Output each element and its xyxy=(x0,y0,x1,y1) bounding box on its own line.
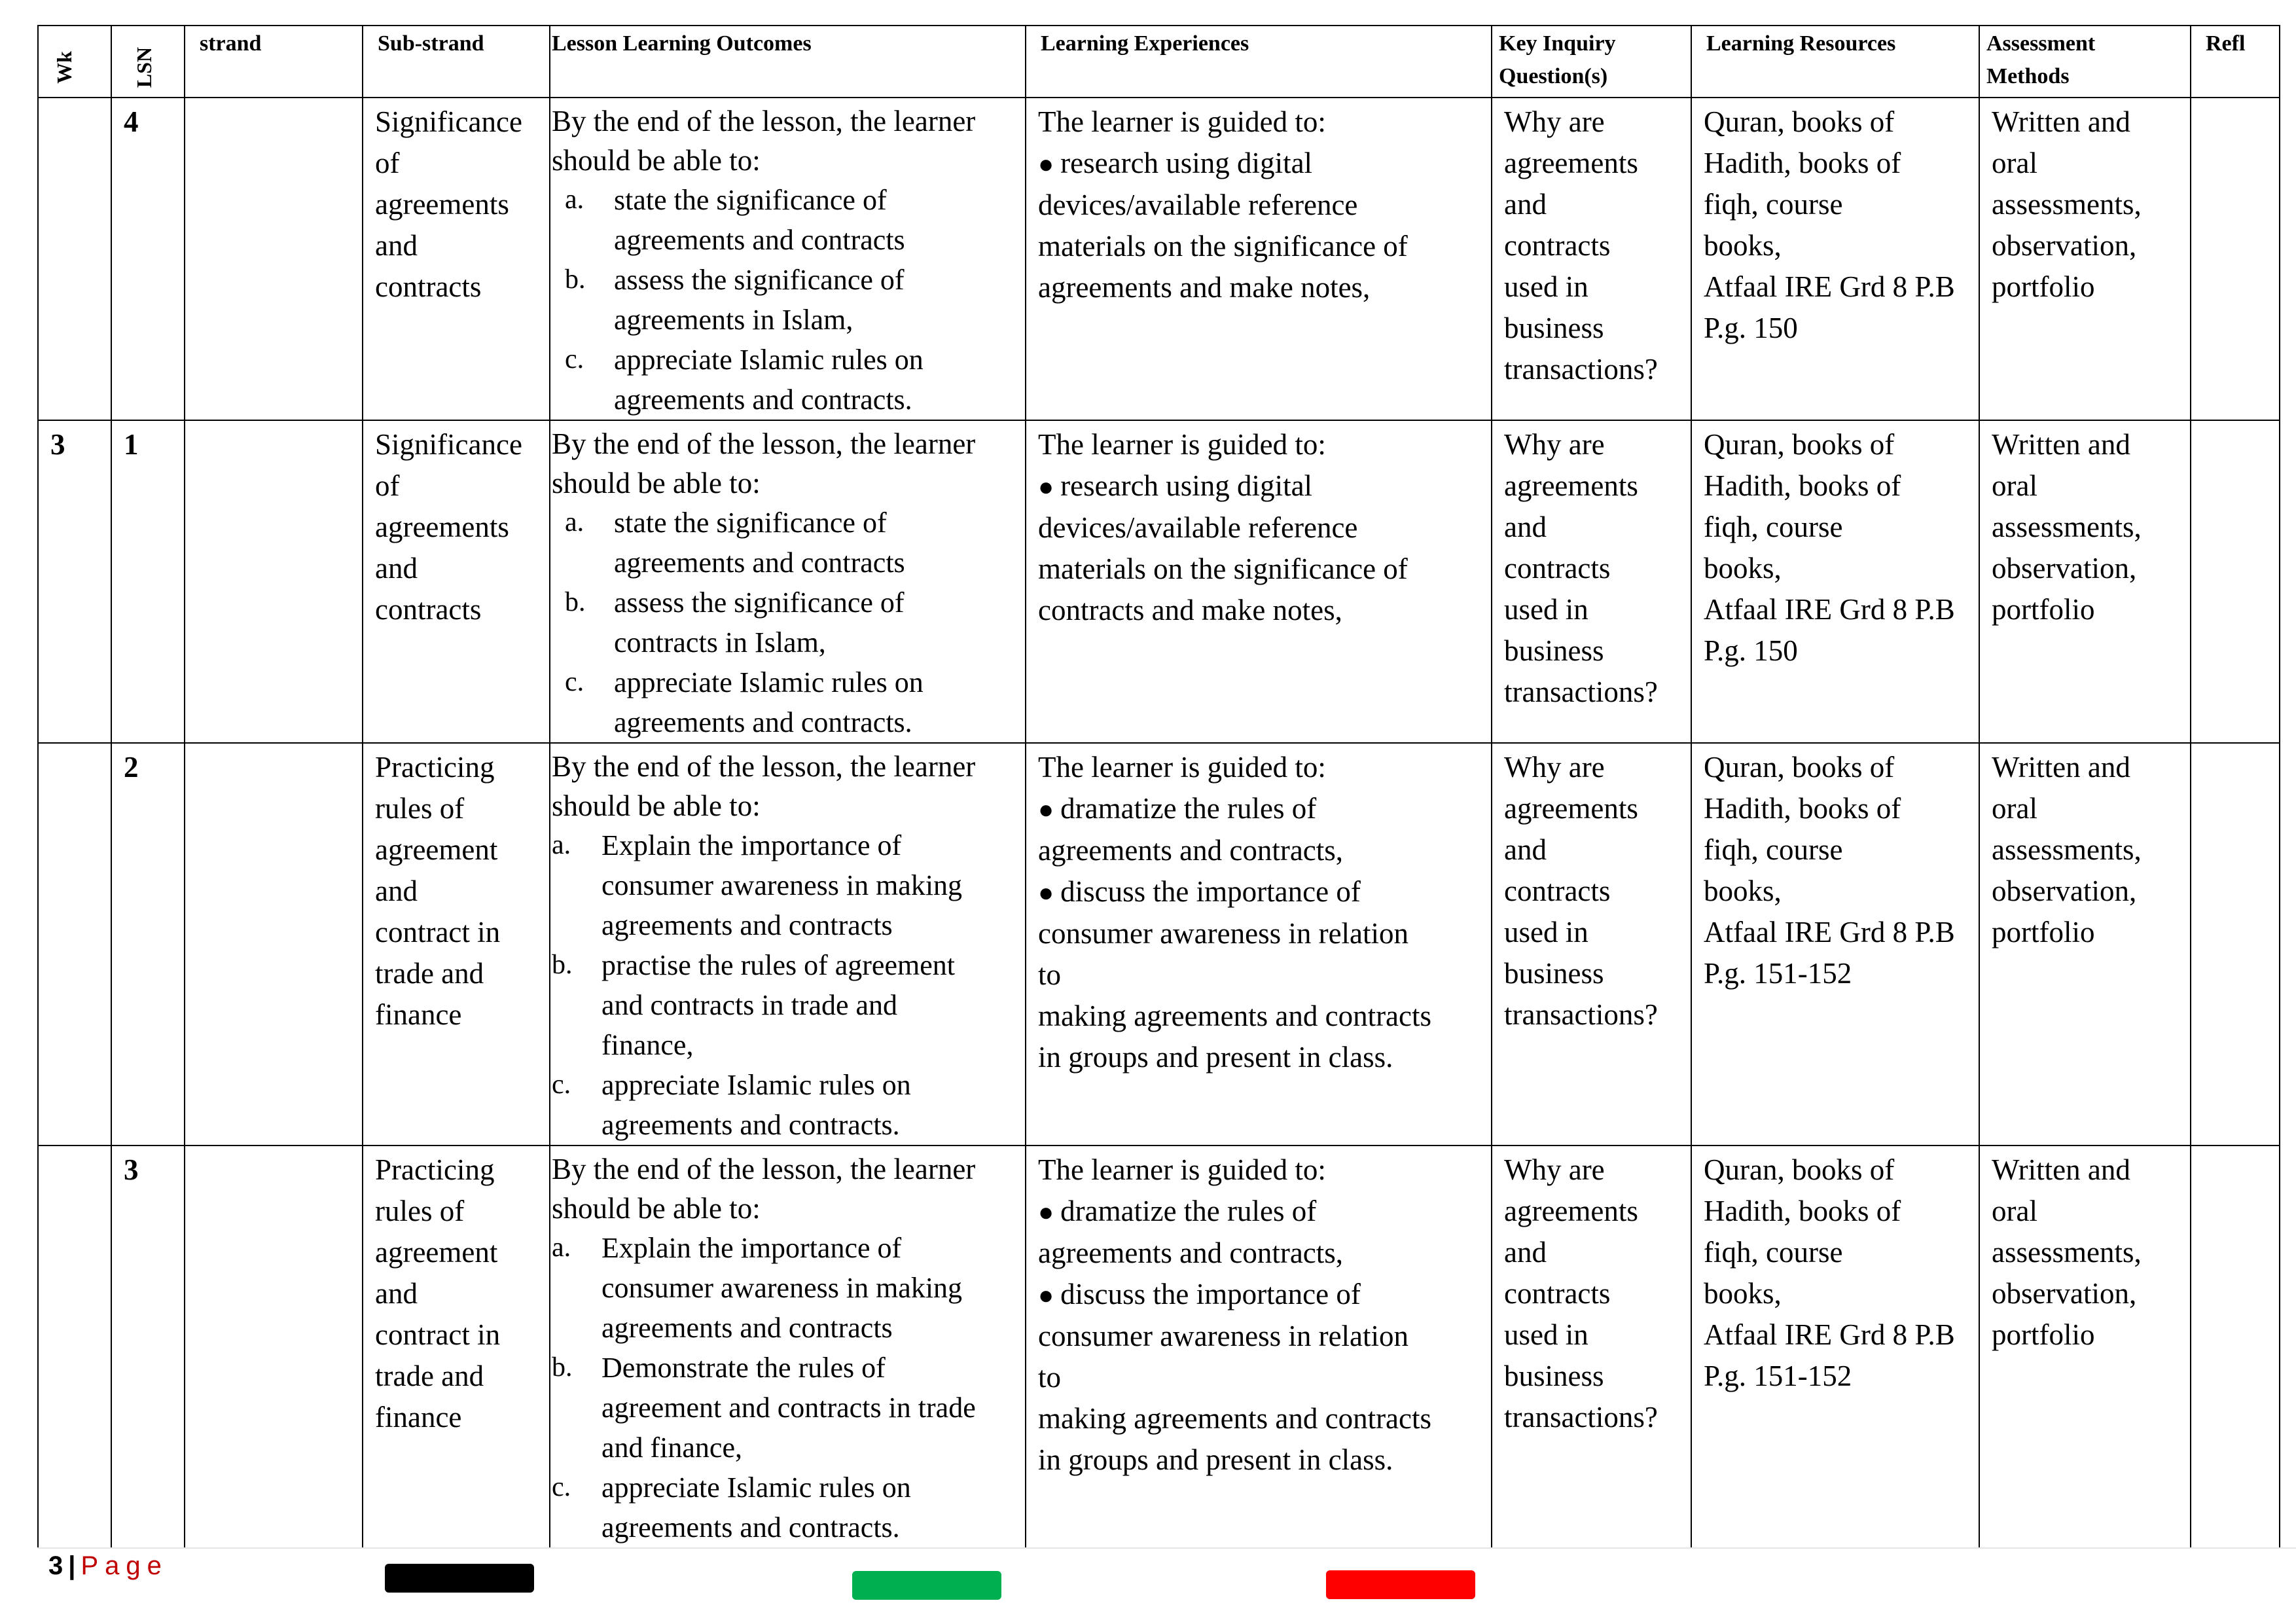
reflection-cell xyxy=(2191,743,2280,1146)
inquiry-line: Why are xyxy=(1504,428,1605,461)
experience-bullet-line xyxy=(1038,788,1479,830)
reflection-cell xyxy=(2191,1146,2280,1548)
week-cell xyxy=(38,743,111,1146)
assessment-line: oral xyxy=(1992,469,2037,502)
strand-cell xyxy=(185,420,363,743)
learning-resources-cell xyxy=(1691,1146,1979,1548)
outcome-item xyxy=(552,945,1018,1065)
experience-line xyxy=(1038,1316,1479,1357)
outcome-item xyxy=(552,662,1018,742)
red-color-swatch xyxy=(1326,1570,1475,1599)
page-number: 3 xyxy=(48,1551,63,1580)
inquiry-line: contracts xyxy=(1504,552,1611,585)
learning-outcomes-cell xyxy=(550,1146,1026,1548)
resource-line: Atfaal IRE Grd 8 P.B xyxy=(1704,593,1955,626)
experience-bullet-line xyxy=(1038,465,1479,507)
header-reflection: Refl xyxy=(2191,26,2280,98)
inquiry-line: contracts xyxy=(1504,875,1611,907)
outcomes-list xyxy=(552,503,1018,742)
experience-line xyxy=(1038,267,1479,308)
assessment-line: portfolio xyxy=(1992,916,2095,948)
experience-line xyxy=(1038,101,1479,143)
lesson-row xyxy=(38,743,2280,1146)
experience-text: making agreements and contracts xyxy=(1038,1000,1432,1032)
experience-text: agreements and make notes, xyxy=(1038,271,1371,304)
inquiry-line: agreements xyxy=(1504,792,1638,825)
inquiry-line: business xyxy=(1504,957,1604,990)
inquiry-line: Why are xyxy=(1504,751,1605,784)
inquiry-line: and xyxy=(1504,188,1547,221)
page-footer xyxy=(48,1551,168,1581)
outcome-text-line: Explain the importance of xyxy=(601,829,902,861)
inquiry-line: used in xyxy=(1504,270,1588,303)
outcomes-intro-line: By the end of the lesson, the learner xyxy=(552,427,976,460)
outcome-marker: a. xyxy=(552,830,571,860)
inquiry-line: and xyxy=(1504,833,1547,866)
outcome-text-line: appreciate Islamic rules on xyxy=(614,344,924,376)
sub-strand-line: and xyxy=(375,875,418,907)
outcome-text-line: finance, xyxy=(601,1029,694,1061)
outcome-text-line: and contracts in trade and xyxy=(601,989,898,1021)
sub-strand-line: Practicing xyxy=(375,1153,495,1186)
sub-strand-line: agreement xyxy=(375,833,498,866)
experience-line xyxy=(1038,996,1479,1037)
experience-line xyxy=(1038,954,1479,996)
experience-text: contracts and make notes, xyxy=(1038,594,1342,626)
inquiry-line: agreements xyxy=(1504,1195,1638,1227)
experience-text: The learner is guided to: xyxy=(1038,751,1326,784)
resource-line: fiqh, course xyxy=(1704,1236,1843,1269)
resource-line: fiqh, course xyxy=(1704,511,1843,543)
assessment-line: assessments, xyxy=(1992,188,2142,221)
experience-line xyxy=(1038,1037,1479,1078)
key-inquiry-cell xyxy=(1492,743,1691,1146)
experience-bullet-line xyxy=(1038,1274,1479,1316)
outcome-text-line: and finance, xyxy=(601,1432,742,1464)
inquiry-line: used in xyxy=(1504,1318,1588,1351)
sub-strand-cell xyxy=(363,743,550,1146)
green-color-swatch xyxy=(852,1571,1001,1600)
assessment-line: portfolio xyxy=(1992,270,2095,303)
experience-bullet-line xyxy=(1038,871,1479,913)
resource-line: books, xyxy=(1704,1277,1782,1310)
sub-strand-line: finance xyxy=(375,998,462,1031)
outcome-marker: a. xyxy=(565,507,584,537)
assessment-line: assessments, xyxy=(1992,833,2142,866)
outcome-item xyxy=(552,1468,1018,1547)
experience-text: ● discuss the importance of xyxy=(1038,1278,1361,1310)
lesson-number-cell: 4 xyxy=(111,98,185,420)
sub-strand-line: agreements xyxy=(375,511,509,543)
page-separator: | xyxy=(68,1551,76,1580)
inquiry-line: agreements xyxy=(1504,469,1638,502)
assessment-cell xyxy=(1979,98,2191,420)
week-cell xyxy=(38,1146,111,1548)
outcome-text-line: practise the rules of agreement xyxy=(601,949,955,981)
experience-line xyxy=(1038,549,1479,590)
lesson-row xyxy=(38,98,2280,420)
assessment-line: assessments, xyxy=(1992,1236,2142,1269)
lesson-number-cell: 1 xyxy=(111,420,185,743)
header-lsn xyxy=(111,26,185,98)
sub-strand-line: rules of xyxy=(375,1195,465,1227)
experience-text: ● dramatize the rules of xyxy=(1038,792,1316,825)
sub-strand-line: of xyxy=(375,469,400,502)
black-color-swatch xyxy=(385,1564,534,1593)
header-learning-experiences: Learning Experiences xyxy=(1026,26,1492,98)
assessment-line: Written and xyxy=(1992,1153,2130,1186)
experience-text: to xyxy=(1038,958,1062,991)
experience-line xyxy=(1038,1439,1479,1481)
assessment-line: Written and xyxy=(1992,751,2130,784)
experience-line xyxy=(1038,1149,1479,1191)
learning-outcomes-cell xyxy=(550,98,1026,420)
page-word: Page xyxy=(81,1551,168,1580)
assessment-cell xyxy=(1979,420,2191,743)
sub-strand-line: and xyxy=(375,552,418,585)
learning-experiences-cell xyxy=(1026,1146,1492,1548)
experience-text: agreements and contracts, xyxy=(1038,834,1344,867)
resource-line: Quran, books of xyxy=(1704,428,1895,461)
experience-line xyxy=(1038,1233,1479,1274)
outcome-marker: b. xyxy=(552,1352,573,1382)
experience-line xyxy=(1038,1398,1479,1439)
outcome-marker: b. xyxy=(565,264,586,295)
experience-text: consumer awareness in relation xyxy=(1038,917,1409,950)
resource-line: Hadith, books of xyxy=(1704,147,1901,179)
outcome-text-line: state the significance of xyxy=(614,184,887,216)
assessment-line: portfolio xyxy=(1992,593,2095,626)
resource-line: books, xyxy=(1704,552,1782,585)
outcome-text-line: agreements and contracts xyxy=(614,547,905,579)
outcome-text-line: agreement and contracts in trade xyxy=(601,1392,976,1424)
assessment-cell xyxy=(1979,743,2191,1146)
outcome-marker: c. xyxy=(565,344,584,374)
inquiry-line: agreements xyxy=(1504,147,1638,179)
outcomes-intro-line: should be able to: xyxy=(552,789,761,822)
sub-strand-line: contracts xyxy=(375,593,482,626)
experience-line xyxy=(1038,913,1479,954)
outcomes-intro-line: should be able to: xyxy=(552,467,761,499)
key-inquiry-cell xyxy=(1492,420,1691,743)
sub-strand-line: Significance xyxy=(375,428,522,461)
resource-line: Atfaal IRE Grd 8 P.B xyxy=(1704,270,1955,303)
outcome-marker: c. xyxy=(565,667,584,697)
outcome-item xyxy=(552,260,1018,340)
header-assessment-line-2: Methods xyxy=(1986,64,2070,88)
outcomes-intro-line: should be able to: xyxy=(552,1192,761,1225)
sub-strand-line: Practicing xyxy=(375,751,495,784)
outcomes-list xyxy=(552,180,1018,420)
inquiry-line: used in xyxy=(1504,916,1588,948)
sub-strand-cell xyxy=(363,98,550,420)
lesson-number-cell: 2 xyxy=(111,743,185,1146)
inquiry-line: Why are xyxy=(1504,1153,1605,1186)
learning-experiences-cell xyxy=(1026,420,1492,743)
sub-strand-line: rules of xyxy=(375,792,465,825)
assessment-line: observation, xyxy=(1992,1277,2137,1310)
inquiry-line: transactions? xyxy=(1504,1401,1658,1434)
outcome-text-line: agreements and contracts xyxy=(601,909,893,941)
header-assessment-line-1: Assessment xyxy=(1986,31,2096,56)
resource-line: Hadith, books of xyxy=(1704,792,1901,825)
sub-strand-line: trade and xyxy=(375,957,484,990)
assessment-line: Written and xyxy=(1992,428,2130,461)
experience-line xyxy=(1038,590,1479,631)
outcomes-intro-line: should be able to: xyxy=(552,144,761,177)
lesson-number-cell: 3 xyxy=(111,1146,185,1548)
sub-strand-cell xyxy=(363,1146,550,1548)
header-key-inquiry xyxy=(1492,26,1691,98)
learning-experiences-cell xyxy=(1026,98,1492,420)
outcome-text-line: agreements and contracts xyxy=(614,224,905,256)
assessment-line: Written and xyxy=(1992,105,2130,138)
resource-line: P.g. 151-152 xyxy=(1704,1360,1852,1392)
outcome-text-line: consumer awareness in making xyxy=(601,869,963,901)
experience-line xyxy=(1038,507,1479,549)
assessment-cell xyxy=(1979,1146,2191,1548)
reflection-cell xyxy=(2191,420,2280,743)
resource-line: P.g. 150 xyxy=(1704,634,1798,667)
experience-line xyxy=(1038,1357,1479,1398)
assessment-line: observation, xyxy=(1992,875,2137,907)
outcome-item xyxy=(552,1348,1018,1468)
outcome-text-line: Explain the importance of xyxy=(601,1232,902,1264)
inquiry-line: business xyxy=(1504,1360,1604,1392)
resource-line: Hadith, books of xyxy=(1704,1195,1901,1227)
outcome-marker: a. xyxy=(552,1233,571,1263)
experience-text: materials on the significance of xyxy=(1038,230,1408,262)
outcomes-list xyxy=(552,825,1018,1145)
outcome-marker: c. xyxy=(552,1070,571,1100)
sub-strand-line: contract in xyxy=(375,916,501,948)
outcome-item xyxy=(552,825,1018,945)
header-lsn-label: LSN xyxy=(132,46,156,88)
sub-strand-line: and xyxy=(375,1277,418,1310)
resource-line: Atfaal IRE Grd 8 P.B xyxy=(1704,916,1955,948)
assessment-line: oral xyxy=(1992,147,2037,179)
experience-line xyxy=(1038,747,1479,788)
learning-resources-cell xyxy=(1691,743,1979,1146)
learning-outcomes-cell xyxy=(550,420,1026,743)
learning-outcomes-cell xyxy=(550,743,1026,1146)
resource-line: Atfaal IRE Grd 8 P.B xyxy=(1704,1318,1955,1351)
outcome-text-line: assess the significance of xyxy=(614,586,905,619)
sub-strand-line: contracts xyxy=(375,270,482,303)
key-inquiry-cell xyxy=(1492,98,1691,420)
experience-text: materials on the significance of xyxy=(1038,552,1408,585)
experience-line xyxy=(1038,424,1479,465)
outcome-text-line: agreements and contracts xyxy=(601,1312,893,1344)
outcome-text-line: consumer awareness in making xyxy=(601,1272,963,1304)
resource-line: Hadith, books of xyxy=(1704,469,1901,502)
resource-line: P.g. 150 xyxy=(1704,312,1798,344)
outcome-text-line: assess the significance of xyxy=(614,264,905,296)
header-wk-label: Wk xyxy=(52,51,76,84)
experience-text: ● research using digital xyxy=(1038,469,1312,502)
sub-strand-line: agreement xyxy=(375,1236,498,1269)
experience-text: to xyxy=(1038,1361,1062,1394)
lesson-rows xyxy=(38,98,2280,1548)
resource-line: Quran, books of xyxy=(1704,105,1895,138)
learning-experiences-cell xyxy=(1026,743,1492,1146)
experience-text: ● dramatize the rules of xyxy=(1038,1195,1316,1227)
experience-text: making agreements and contracts xyxy=(1038,1402,1432,1435)
outcome-item xyxy=(552,340,1018,420)
experience-text: agreements and contracts, xyxy=(1038,1236,1344,1269)
resource-line: Quran, books of xyxy=(1704,1153,1895,1186)
header-learning-resources: Learning Resources xyxy=(1691,26,1979,98)
sub-strand-line: Significance xyxy=(375,105,522,138)
sub-strand-line: agreements xyxy=(375,188,509,221)
outcome-text-line: agreements and contracts. xyxy=(614,384,912,416)
outcomes-list xyxy=(552,1228,1018,1547)
inquiry-line: contracts xyxy=(1504,229,1611,262)
outcome-item xyxy=(552,1065,1018,1145)
resource-line: Quran, books of xyxy=(1704,751,1895,784)
assessment-line: oral xyxy=(1992,1195,2037,1227)
inquiry-line: and xyxy=(1504,511,1547,543)
week-cell xyxy=(38,98,111,420)
header-sub-strand: Sub-strand xyxy=(363,26,550,98)
outcomes-intro-line: By the end of the lesson, the learner xyxy=(552,1153,976,1185)
outcome-text-line: appreciate Islamic rules on xyxy=(601,1069,911,1101)
inquiry-line: business xyxy=(1504,312,1604,344)
sub-strand-cell xyxy=(363,420,550,743)
lesson-row xyxy=(38,420,2280,743)
outcome-marker: c. xyxy=(552,1472,571,1502)
inquiry-line: business xyxy=(1504,634,1604,667)
sub-strand-line: trade and xyxy=(375,1360,484,1392)
resource-line: P.g. 151-152 xyxy=(1704,957,1852,990)
experience-text: The learner is guided to: xyxy=(1038,428,1326,461)
sub-strand-line: of xyxy=(375,147,400,179)
header-strand: strand xyxy=(185,26,363,98)
outcome-marker: b. xyxy=(565,587,586,617)
assessment-line: portfolio xyxy=(1992,1318,2095,1351)
resource-line: books, xyxy=(1704,875,1782,907)
experience-text: ● discuss the importance of xyxy=(1038,875,1361,908)
outcome-text-line: agreements and contracts. xyxy=(601,1109,900,1141)
outcome-item xyxy=(552,180,1018,260)
outcome-marker: b. xyxy=(552,950,573,980)
experience-text: devices/available reference xyxy=(1038,511,1358,544)
experience-line xyxy=(1038,830,1479,871)
outcome-item xyxy=(552,583,1018,662)
experience-text: in groups and present in class. xyxy=(1038,1443,1393,1476)
sub-strand-line: finance xyxy=(375,1401,462,1434)
week-cell: 3 xyxy=(38,420,111,743)
assessment-line: assessments, xyxy=(1992,511,2142,543)
outcome-text-line: appreciate Islamic rules on xyxy=(601,1471,911,1504)
lesson-row xyxy=(38,1146,2280,1548)
outcome-item xyxy=(552,1228,1018,1348)
experience-text: devices/available reference xyxy=(1038,189,1358,221)
experience-text: consumer awareness in relation xyxy=(1038,1320,1409,1352)
outcome-text-line: agreements and contracts. xyxy=(614,706,912,738)
outcome-text-line: appreciate Islamic rules on xyxy=(614,666,924,698)
resource-line: books, xyxy=(1704,229,1782,262)
experience-bullet-line xyxy=(1038,143,1479,185)
inquiry-line: Why are xyxy=(1504,105,1605,138)
strand-cell xyxy=(185,98,363,420)
header-key-inquiry-line-2: Question(s) xyxy=(1499,64,1608,88)
experience-bullet-line xyxy=(1038,1191,1479,1233)
outcomes-intro-line: By the end of the lesson, the learner xyxy=(552,105,976,137)
experience-text: The learner is guided to: xyxy=(1038,1153,1326,1186)
strand-cell xyxy=(185,743,363,1146)
reflection-cell xyxy=(2191,98,2280,420)
header-assessment xyxy=(1979,26,2191,98)
resource-line: fiqh, course xyxy=(1704,188,1843,221)
outcome-item xyxy=(552,503,1018,583)
experience-text: The learner is guided to: xyxy=(1038,105,1326,138)
learning-resources-cell xyxy=(1691,420,1979,743)
outcome-text-line: agreements and contracts. xyxy=(601,1511,900,1543)
learning-resources-cell xyxy=(1691,98,1979,420)
strand-cell xyxy=(185,1146,363,1548)
key-inquiry-cell xyxy=(1492,1146,1691,1548)
inquiry-line: used in xyxy=(1504,593,1588,626)
resource-line: fiqh, course xyxy=(1704,833,1843,866)
inquiry-line: and xyxy=(1504,1236,1547,1269)
header-wk xyxy=(38,26,111,98)
outcome-marker: a. xyxy=(565,185,584,215)
experience-line xyxy=(1038,226,1479,267)
experience-line xyxy=(1038,185,1479,226)
sub-strand-line: contract in xyxy=(375,1318,501,1351)
outcome-text-line: contracts in Islam, xyxy=(614,626,826,659)
outcome-text-line: state the significance of xyxy=(614,507,887,539)
outcome-text-line: agreements in Islam, xyxy=(614,304,853,336)
inquiry-line: transactions? xyxy=(1504,998,1658,1031)
header-key-inquiry-line-1: Key Inquiry xyxy=(1499,31,1616,56)
header-row xyxy=(38,26,2280,98)
header-learning-outcomes: Lesson Learning Outcomes xyxy=(550,26,1026,98)
outcome-text-line: Demonstrate the rules of xyxy=(601,1352,886,1384)
assessment-line: observation, xyxy=(1992,552,2137,585)
sub-strand-line: and xyxy=(375,229,418,262)
scheme-of-work-table xyxy=(37,25,2280,1549)
assessment-line: oral xyxy=(1992,792,2037,825)
footer-divider xyxy=(37,1547,2296,1549)
experience-text: ● research using digital xyxy=(1038,147,1312,179)
experience-text: in groups and present in class. xyxy=(1038,1041,1393,1074)
assessment-line: observation, xyxy=(1992,229,2137,262)
inquiry-line: transactions? xyxy=(1504,353,1658,386)
outcomes-intro-line: By the end of the lesson, the learner xyxy=(552,750,976,783)
inquiry-line: contracts xyxy=(1504,1277,1611,1310)
inquiry-line: transactions? xyxy=(1504,676,1658,708)
